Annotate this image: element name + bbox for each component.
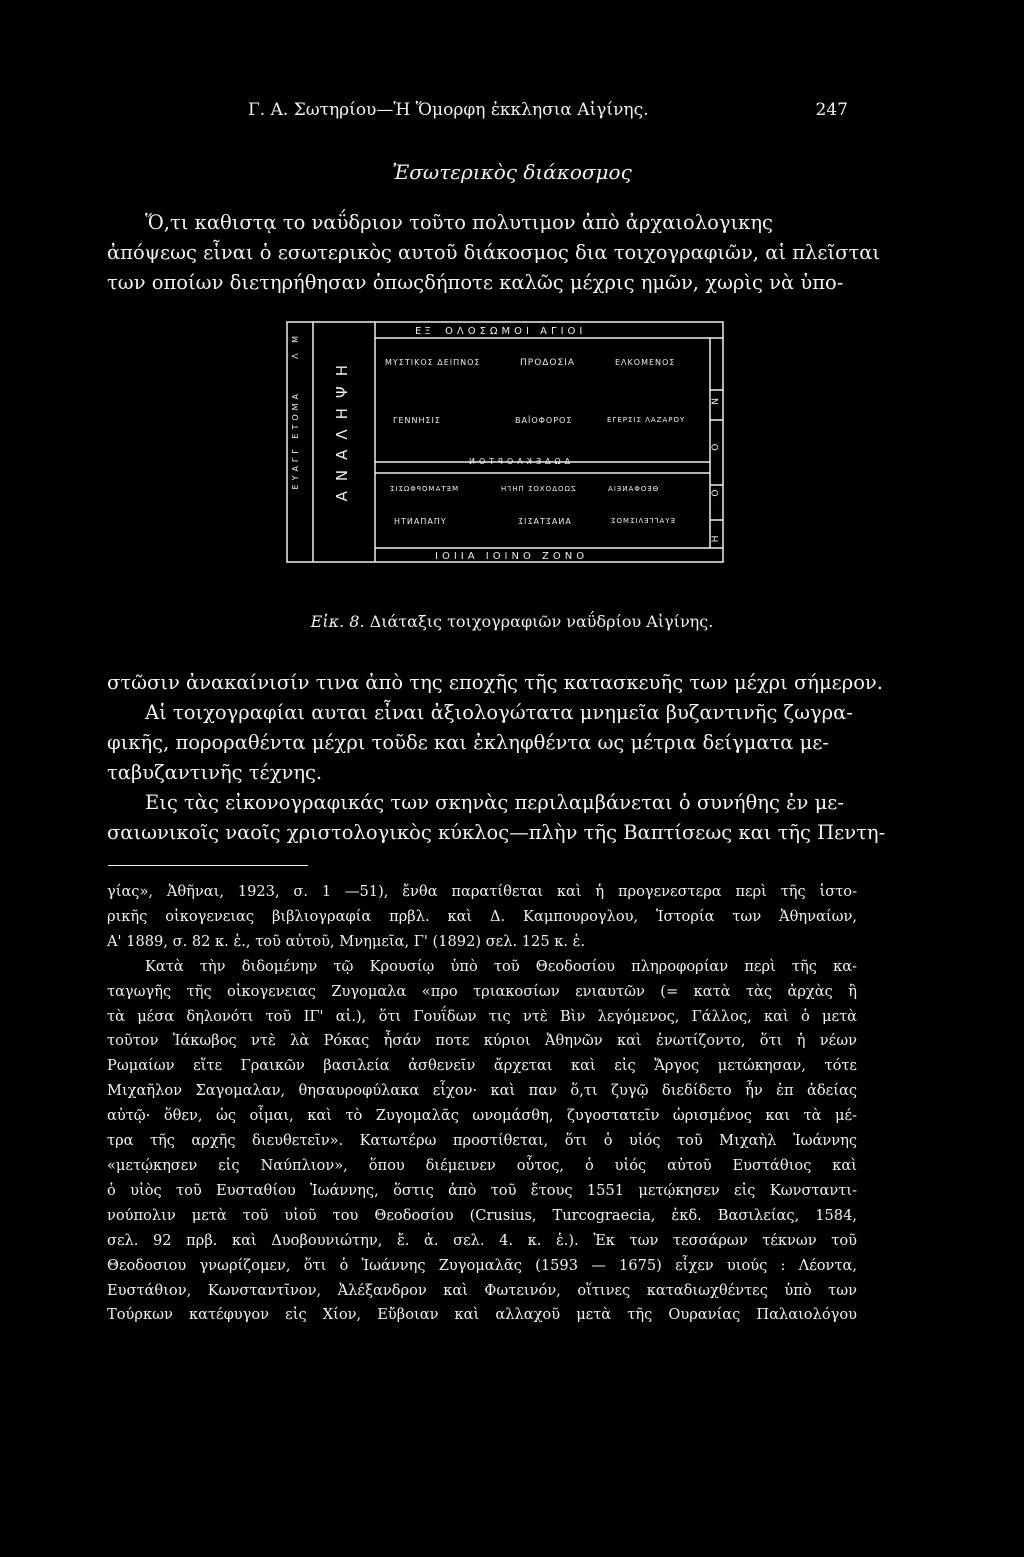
footnote-line: «μετῴκησεν εἰς Ναύπλιον», ὅπου διέμεινεν οὗτος, ὁ υἱός αὐτοῦ Ευστάθιος καὶ bbox=[107, 1156, 857, 1174]
diagram-middle-band: ΔΩΔΕΚΑΟΡΤΟΝ bbox=[465, 457, 571, 466]
footnote-line: τοῦτον Ἰάκωβος ντὲ λὰ Ρόκας ἦσάν ποτε κύριοι Ἀθηνῶν καὶ ἐνωτίζοντο, ὅτι ἡ νέων bbox=[107, 1032, 857, 1050]
diagram-right-labels: Η Ο Ο Ν bbox=[711, 380, 721, 543]
footnote-line: Τούρκων κατέφυγον εἰς Χίον, Εὔβοιαν καὶ αλλαχοῦ μετὰ τῆς Ουρανίας Παλαιολόγου bbox=[107, 1306, 857, 1324]
diagram-cell-last-supper: ΜΥΣΤΙΚΟΣ ΔΕΙΠΝΟΣ bbox=[385, 358, 481, 367]
footnote-line: Ευστάθιον, Κωνσταντῖνον, Ἀλέξανδρον καὶ Φωτεινόν, οἵτινες καταδιωχθέντες ὑπὸ των bbox=[107, 1281, 857, 1299]
diagram-cell-palm-sunday: ΒΑΪΟΦΟΡΟΣ bbox=[515, 416, 573, 425]
running-header bbox=[248, 100, 848, 120]
footnote-line: νούπολιν μετὰ τοῦ υἱοῦ του Θεοδοσίου (Crusius, Turcograecia, ἐκδ. Βασιλείας, 1584, bbox=[107, 1206, 857, 1224]
footnote-line: Ρωμαίων εἴτε Γραικῶν βασιλεία ἀσθενεῖν ἄρχεται καὶ εἰς Ἄργος μετώκησαν, τότε bbox=[107, 1057, 857, 1075]
diagram-frame bbox=[285, 320, 745, 585]
diagram-cell-baptism: ΘΕΟΦΑΝΕΙΑ bbox=[607, 485, 659, 493]
diagram-cell-presentation: ΥΠΑΠΑΝΤΗ bbox=[393, 517, 446, 526]
diagram-cell-transfiguration: ΜΕΤΑΜΟΡΦΩΣΙΣ bbox=[389, 485, 459, 493]
diagram-left-outer-label-2: Λ Μ bbox=[291, 332, 300, 359]
footnote-line: ρικῆς οἰκογενειας βιβλιογραφία πρβλ. καὶ Δ. Καμπουρογλου, Ἱστορία των Ἀθηναίων, bbox=[107, 907, 857, 925]
footnote-line: Θεοδοσιου γνωρίζομεν, ὅτι ὁ Ἰωάννης Ζυγομαλᾶς (1593 — 1675) εἶχεν υιούς : Λέοντα, bbox=[107, 1256, 857, 1274]
diagram-left-inner-label: ΑΝΑΛΗΨΗ bbox=[333, 355, 351, 502]
paragraph-1-line: των οποίων διετηρήθησαν ὁπωςδήποτε καλῶς μέχρις ημῶν, χωρὶς νὰ ὑπο- bbox=[107, 271, 844, 294]
section-title: Ἐσωτερικὸς διάκοσμος bbox=[392, 160, 632, 184]
footnote-line: σελ. 92 πρβ. καὶ Δυοβουνιώτην, ἔ. ἀ. σελ. 4. κ. ἑ.). Ἐκ των τεσσάρων τέκνων τοῦ bbox=[107, 1231, 857, 1249]
diagram-cell-resurrection: ΑΝΑΣΤΑΣΙΣ bbox=[517, 517, 571, 526]
footnote-line: Α' 1889, σ. 82 κ. ἑ., τοῦ αὐτοῦ, Μνημεῖα, Γ' (1892) σελ. 125 κ. ἑ. bbox=[107, 932, 586, 950]
paragraph-2-line: Αἱ τοιχογραφίαι αυται εἶναι ἀξιολογώτατα μνημεῖα βυζαντινῆς ζωγρα- bbox=[145, 701, 853, 724]
footnote-line: ὁ υἱὸς τοῦ Ευσταθίου Ἰωάννης, ὅστις ἀπὸ τοῦ ἔτους 1551 μετῴκησεν εἰς Κωνσταντι- bbox=[107, 1181, 857, 1199]
paragraph-1-line: Ὅ,τι καθιστᾳ το ναΰδριον τοῦτο πολυτιμον ἀπὸ ἀρχαιολογικης bbox=[145, 211, 773, 234]
footnote-line: τρα τῆς αρχῆς διευθετεῖν». Κατωτέρω προστίθεται, ὅτι ὁ υἱός τοῦ Μιχαὴλ Ἰωάννης bbox=[107, 1132, 857, 1150]
figure-caption-text: Διάταξις τοιχογραφιῶν ναΰδρίου Αἰγίνης. bbox=[369, 612, 714, 631]
diagram-cell-betrayal: ΠΡΟΔΟΣΙΑ bbox=[520, 358, 576, 368]
paragraph-2-line: σαιωνικοῖς ναοῖς χριστολογικὸς κύκλος—πλὴν τῆς Βαπτίσεως και τῆς Πεντη- bbox=[107, 821, 886, 844]
fresco-layout-diagram bbox=[285, 320, 745, 585]
diagram-bottom-band: ΙΟΙΙΑ ΙΟΙΝΟ ΖΟΝΟ bbox=[435, 551, 589, 562]
paragraph-2 bbox=[107, 668, 886, 848]
paragraph-2-line: Εις τὰς εἰκονογραφικάς των σκηνὰς περιλαμβάνεται ὁ συνήθης ἐν με- bbox=[145, 791, 844, 814]
diagram-cell-annunciation: ΕΥΑΓΓΕΛΙΣΜΟΣ bbox=[610, 517, 675, 525]
diagram-cell-raising-lazarus: ΕΓΕΡΣΙΣ ΛΑΖΑΡΟΥ bbox=[607, 416, 686, 424]
footnotes bbox=[107, 880, 857, 1328]
paragraph-2-line: ταβυζαντινῆς τέχνης. bbox=[107, 761, 323, 784]
diagram-cell-carrying-cross: ΕΛΚΟΜΕΝΟΣ bbox=[615, 358, 676, 367]
footnote-line: ταγωγῆς τῆς οἰκογενειας Ζυγομαλα «προ τριακοσίων ενιαυτῶν (= κατὰ τὰς ἀρχὰς ἢ bbox=[107, 982, 857, 1000]
footnote-line: γίας», Ἀθῆναι, 1923, σ. 1 —51), ἔνθα παρατίθεται καὶ ἡ προγενεστερα περὶ τῆς ἱστο- bbox=[107, 883, 857, 900]
footnote-line: αὐτῷ· ὅθεν, ὡς οἶμαι, καὶ τὸ Ζυγομαλᾶς ωνομάσθη, ζυγοστατεῖν ὡρισμένος και τὰ μέ- bbox=[107, 1107, 857, 1125]
footnote-line: τὰ μέσα δηλονότι τοῦ ΙΓ' αἰ.), ὅτι Γουΐδων τις ντὲ Βὶν λεγόμενος, Γάλλος, καὶ ὁ μετὰ bbox=[107, 1007, 857, 1025]
paragraph-2-line: στῶσιν ἀνακαίνισίν τινα ἀπὸ της εποχῆς τῆς κατασκευῆς των μέχρι σήμερον. bbox=[107, 671, 883, 694]
diagram-cell-nativity: ΓΕΝΝΗΣΙΣ bbox=[393, 416, 441, 425]
diagram-top-band: ΟΛΟΣΩΜΟΙ ΑΓΙΟΙ bbox=[445, 326, 587, 337]
diagram-left-outer-label: ΕΥΑΓΓ ΕΤΟΜΑ bbox=[291, 390, 300, 490]
diagram-cell-life-giving-spring: ΖΩΟΔΟΧΟΣ ΠΗΓΗ bbox=[500, 485, 576, 493]
page-number: 247 bbox=[815, 100, 848, 120]
figure-caption bbox=[0, 612, 1024, 631]
paragraph-1 bbox=[107, 208, 881, 298]
diagram-top-band-prefix: ΕΞ bbox=[415, 326, 434, 337]
footnote-line: Κατὰ τὴν διδομένην τῷ Κρουσίῳ ὑπὸ τοῦ Θεοδοσίου πληροφορίαν περὶ τῆς κα- bbox=[145, 957, 857, 975]
footnote-line: Μιχαῆλον Σαγομαλαν, θησαυροφύλακα εἶχον· καὶ παν ὅ,τι ζυγῷ διεδίδετο ἦν ἐπ ἀδείας bbox=[107, 1082, 857, 1100]
footnote-separator bbox=[108, 865, 308, 866]
paragraph-1-line: ἀπόψεως εἶναι ὁ εσωτερικὸς αυτοῦ διάκοσμος δια τοιχογραφιῶν, αἱ πλεῖσται bbox=[107, 241, 881, 264]
paragraph-2-line: φικῆς, πορoραθέντα μέχρι τοῦδε και ἐκληφθέντα ως μέτρια δείγματα με- bbox=[107, 731, 830, 754]
figure-number: Εἰκ. 8. bbox=[310, 612, 365, 631]
running-head: Γ. Α. Σωτηρίου—Ἡ Ὅμορφη ἐκκλησια Αἰγίνης. bbox=[248, 100, 649, 120]
